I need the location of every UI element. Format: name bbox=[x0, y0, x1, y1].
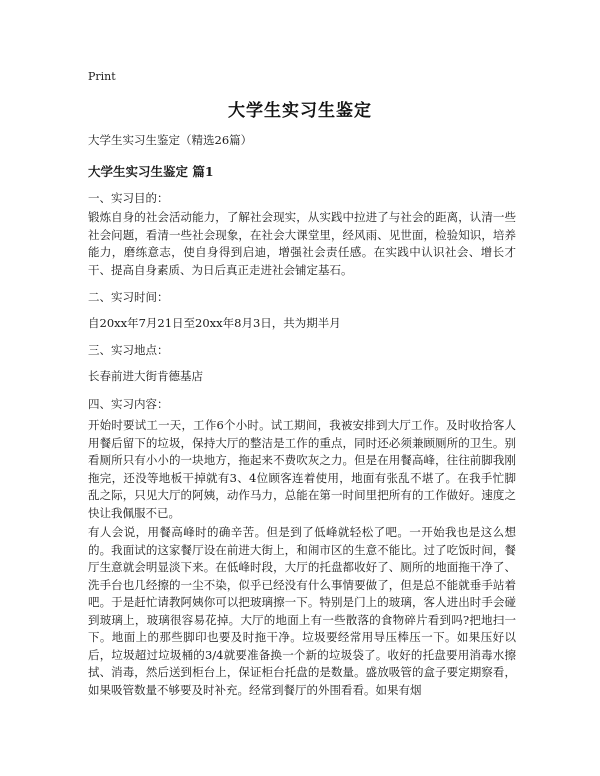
location-paragraph: 长春前进大街肯德基店 bbox=[88, 369, 203, 383]
document-title: 大学生实习生鉴定 bbox=[228, 101, 372, 121]
content-paragraph-1: 开始时要试工一天，工作6个小时。试工期间，我被安排到大厅工作。及时收拾客人用餐后留下的垃圾，保持大厅的整洁是工作的重点，同时还必须兼顾厕所的卫生。别看厕所只有小小的一块地方，拖起来不费吹灰之力。但是在用餐高峰，往往前脚我刚拖完，还没等地板干掉就有3、4位顾客连着使用，地面有张乱不堪了。在我手忙脚乱之际，只见大厅的阿姨，动作马力，总能在第一时间里把所有的工作做好。速度之快让我佩服不已。 bbox=[88, 418, 516, 520]
time-heading: 二、实习时间： bbox=[88, 290, 169, 304]
purpose-heading: 一、实习目的： bbox=[88, 191, 169, 205]
time-paragraph: 自20xx年7月21日至20xx年8月3日，共为期半月 bbox=[88, 316, 341, 330]
print-label: Print bbox=[88, 70, 116, 83]
document-subtitle: 大学生实习生鉴定（精选26篇） bbox=[88, 133, 253, 147]
content-paragraph-2: 有人会说，用餐高峰时的确辛苦。但是到了低峰就轻松了吧。一开始我也是这么想的。我面试的这家餐厅设在前进大街上，和闹市区的生意不能比。过了吃饭时间，餐厅生意就会明显淡下来。在低峰时段，大厅的托盘都收好了、厕所的地面拖干净了、洗手台也几经擦的一尘不染，似乎已经没有什么事情要做了，但是总不能就垂手站着吧。于是赶忙请教阿姨你可以把玻璃擦一下。特别是门上的玻璃，客人进出时手会碰到玻璃上，玻璃很容易花掉。大厅的地面上有一些散落的食物碎片看到吗?把地扫一下。地面上的那些脚印也要及时拖干净。垃圾要经常用导压棒压一下。如果压好以后，垃圾超过垃圾桶的3/4就要准备换一个新的垃圾袋了。收好的托盘要用消毒水擦拭、消毒，然后送到柜台上，保证柜台托盘的是数量。盛放吸管的盒子要定期察看，如果吸管数量不够要及时补充。经常到餐厅的外围看看。如果有烟 bbox=[88, 525, 516, 697]
content-heading: 四、实习内容： bbox=[88, 397, 169, 411]
location-heading: 三、实习地点： bbox=[88, 343, 169, 357]
purpose-paragraph: 锻炼自身的社会活动能力，了解社会现实，从实践中拉进了与社会的距离，认清一些社会问题，看清一些社会现象，在社会大课堂里，经风雨、见世面，检验知识，培养能力，磨练意志，使自身得到启迪，增强社会责任感。在实践中认识社会、增长才干、提高自身素质、为日后真正走进社会铺定基石。 bbox=[88, 210, 516, 277]
section-heading: 大学生实习生鉴定 篇1 bbox=[88, 164, 214, 179]
